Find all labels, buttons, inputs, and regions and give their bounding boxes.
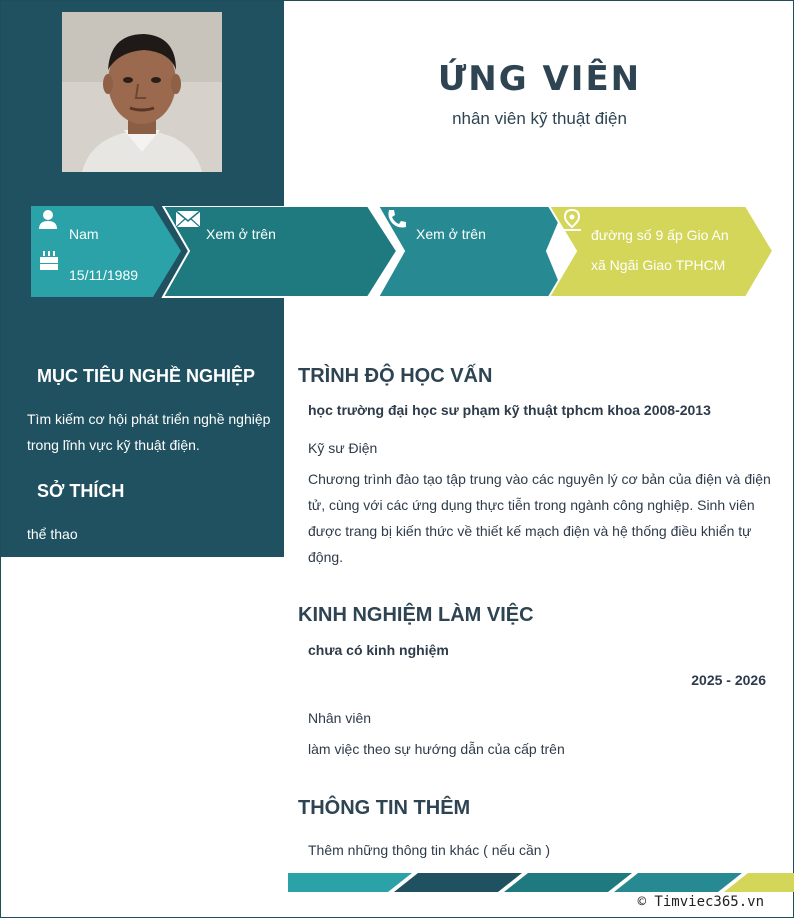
- career-goal-text: Tìm kiếm cơ hội phát triển nghề nghiệp trong lĩnh vực kỹ thuật điện.: [27, 411, 271, 453]
- mail-icon: [176, 209, 200, 231]
- gender-value: Nam: [69, 226, 99, 242]
- user-icon: [39, 209, 61, 231]
- hobbies-text: thể thao: [27, 526, 78, 542]
- career-goal-title: MỤC TIÊU NGHỀ NGHIỆP: [37, 366, 256, 386]
- experience-title: KINH NGHIỆM LÀM VIỆC: [298, 604, 534, 626]
- experience-description: làm việc theo sự hướng dẫn của cấp trên: [308, 741, 565, 757]
- candidate-photo: [62, 12, 222, 172]
- hobbies-title: SỞ THÍCH: [37, 481, 125, 501]
- extra-info-text: Thêm những thông tin khác ( nếu cần ): [308, 842, 551, 858]
- email-value: Xem ở trên: [206, 226, 276, 242]
- contact-info-strip: [31, 206, 776, 298]
- education-description: Chương trình đào tạo tập trung vào các nguyên lý cơ bản của điện và điện tử, cùng với các ứng dụng thực tiễn trong ngành công nghiệp. Sinh viên được trang bị kiến thức về thiết kế mạch điện và hệ thống điều khiển tự động.: [308, 471, 771, 565]
- header: [284, 1, 795, 206]
- experience-company: chưa có kinh nghiệm: [308, 642, 449, 658]
- portrait-image: [62, 12, 222, 172]
- location-icon: [561, 209, 583, 231]
- education-title: TRÌNH ĐỘ HỌC VẤN: [298, 365, 493, 387]
- education-degree: Kỹ sư Điện: [308, 440, 378, 456]
- footer-decoration: [288, 873, 794, 892]
- phone-icon: [386, 209, 408, 231]
- candidate-name: ỨNG VIÊN: [437, 59, 642, 99]
- phone-value: Xem ở trên: [416, 226, 486, 242]
- experience-period: 2025 - 2026: [691, 672, 766, 688]
- experience-role: Nhân viên: [308, 710, 372, 726]
- job-position: nhân viên kỹ thuật điện: [452, 109, 627, 128]
- address-value: đường số 9 ấp Gio An xã Ngãi Giao TPHCM: [591, 227, 729, 273]
- footer-credit: © Timviec365.vn: [637, 894, 764, 910]
- cake-icon: [39, 250, 61, 272]
- birthday-value: 15/11/1989: [69, 267, 139, 283]
- extra-info-title: THÔNG TIN THÊM: [298, 797, 471, 819]
- education-school: học trường đại học sư phạm kỹ thuật tphcm khoa 2008-2013: [308, 402, 711, 418]
